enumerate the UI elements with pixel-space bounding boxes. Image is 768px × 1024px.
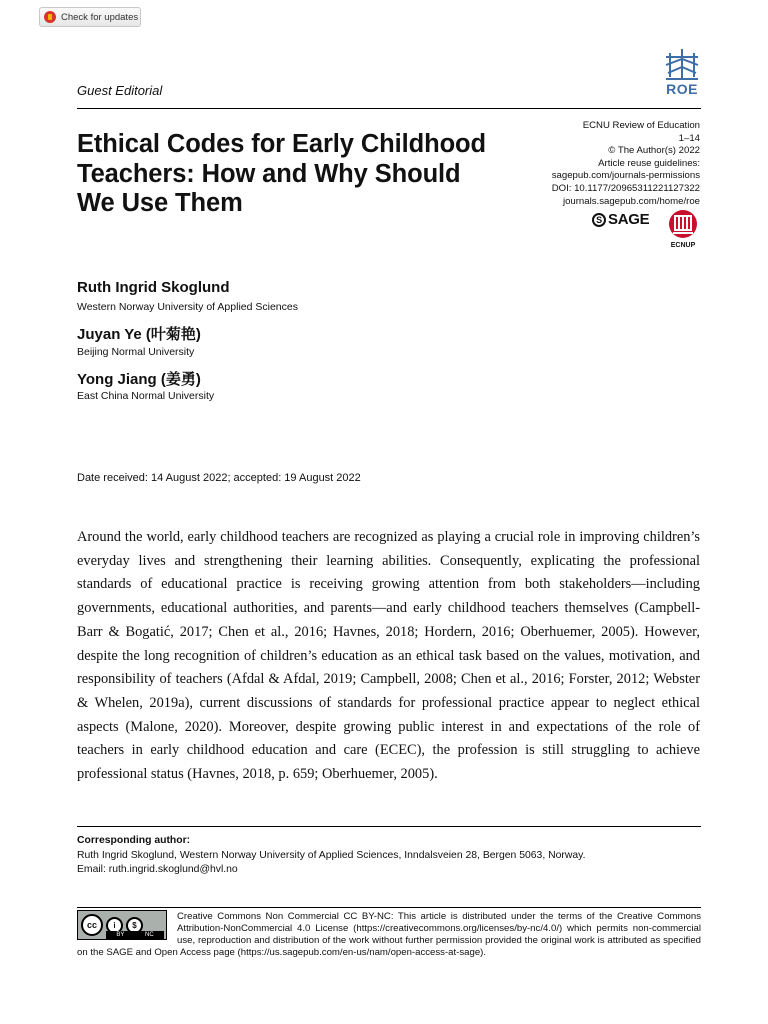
check-for-updates-label: Check for updates [61, 11, 139, 23]
corresponding-author-address: Ruth Ingrid Skoglund, Western Norway University of Applied Sciences, Inndalsveien 28, Bergen 5063, Norway. [77, 849, 586, 861]
license-text: Creative Commons Non Commercial CC BY-NC: This article is distributed under the terms of the Creative Commons Attribution-NonCommercial 4.0 License (https://creativecommons.org/licenses/by-nc/4.0/) which permits non-commercial use, reproduction and distribution of the work without further permission provided the original work is attributed as specified on the SAGE and Open Access page (https://us.sagepub.com/en-us/nam/open-access-at-sage). [77, 911, 701, 958]
sage-logo-text: SAGE [608, 211, 650, 228]
article-dates: Date received: 14 August 2022; accepted: 19 August 2022 [77, 472, 361, 484]
cc-by-nc-badge[interactable] [77, 910, 167, 940]
sage-logo [592, 211, 649, 228]
page-range: 1–14 [678, 132, 700, 144]
noncommercial-icon: $ [126, 917, 143, 934]
badge-by-label: BY [116, 932, 125, 938]
badge-nc-label: NC [145, 932, 154, 938]
author-name: Ruth Ingrid Skoglund [77, 279, 230, 296]
cc-icon: cc [81, 914, 103, 936]
journal-name: ECNU Review of Education [582, 120, 700, 131]
corresponding-author-block [77, 834, 701, 878]
reuse-label: Article reuse guidelines: [598, 157, 700, 169]
check-for-updates-button[interactable] [39, 7, 141, 27]
header-rule [77, 108, 701, 109]
permissions-link[interactable]: sagepub.com/journals-permissions [551, 170, 700, 182]
doi-link[interactable]: DOI: 10.1177/20965311221127322 [551, 182, 700, 194]
article-title: Ethical Codes for Early Childhood Teachers: How and Why Should We Use Them [77, 130, 486, 217]
author-name: Yong Jiang (姜勇) [77, 371, 201, 388]
body-paragraph: Around the world, early childhood teachers are recognized as playing a crucial role in improving children’s everyday lives and strengthening their learning abilities. Consequently, explicating the professional standards of educational practice is receiving growing attention from both stakeholders—including governments, educational authorities, and parents—and early childhood teachers themselves (Campbell-Barr & Bogatić, 2017; Chen et al., 2016; Havnes, 2018; Hordern, 2016; Oberhuemer, 2005). However, despite the long recognition of children’s education as an ethical task based on the values, motivation, and responsibility of teachers (Afdal & Afdal, 2019; Campbell, 2008; Chen et al., 2016; Forster, 2012; Webster & Whelen, 2019a), current discussions of standards for professional practice appear to neglect ethical aspects (Malone, 2020). Moreover, despite growing public interest in and expectations of the role of teachers in early childhood education and care (ECEC), the profession is still struggling to achieve professional status (Havnes, 2018, p. 659; Oberhuemer, 2005). [77, 529, 700, 783]
corresponding-author-email[interactable]: Email: ruth.ingrid.skoglund@hvl.no [77, 864, 238, 875]
license-block [77, 911, 701, 959]
footnote-rule [77, 826, 701, 827]
author-name: Juyan Ye (叶菊艳) [77, 326, 201, 343]
attribution-icon: i [106, 917, 123, 934]
ecnup-logo [666, 209, 700, 239]
corresponding-author-label: Corresponding author: [77, 835, 191, 846]
author-affiliation: East China Normal University [77, 390, 215, 402]
roe-logo-text: ROE [666, 81, 698, 97]
bookmark-icon [44, 11, 56, 23]
section-label: Guest Editorial [77, 83, 163, 98]
journal-home-link[interactable]: journals.sagepub.com/home/roe [562, 195, 700, 207]
journal-meta [480, 120, 700, 208]
author-affiliation: Beijing Normal University [77, 346, 195, 358]
copyright: © The Author(s) 2022 [608, 145, 700, 157]
license-rule [77, 907, 701, 908]
badge-label [106, 931, 164, 939]
author-affiliation: Western Norway University of Applied Sciences [77, 301, 298, 313]
sage-s-icon: S [592, 213, 606, 227]
ecnup-logo-text: ECNUP [670, 242, 696, 249]
